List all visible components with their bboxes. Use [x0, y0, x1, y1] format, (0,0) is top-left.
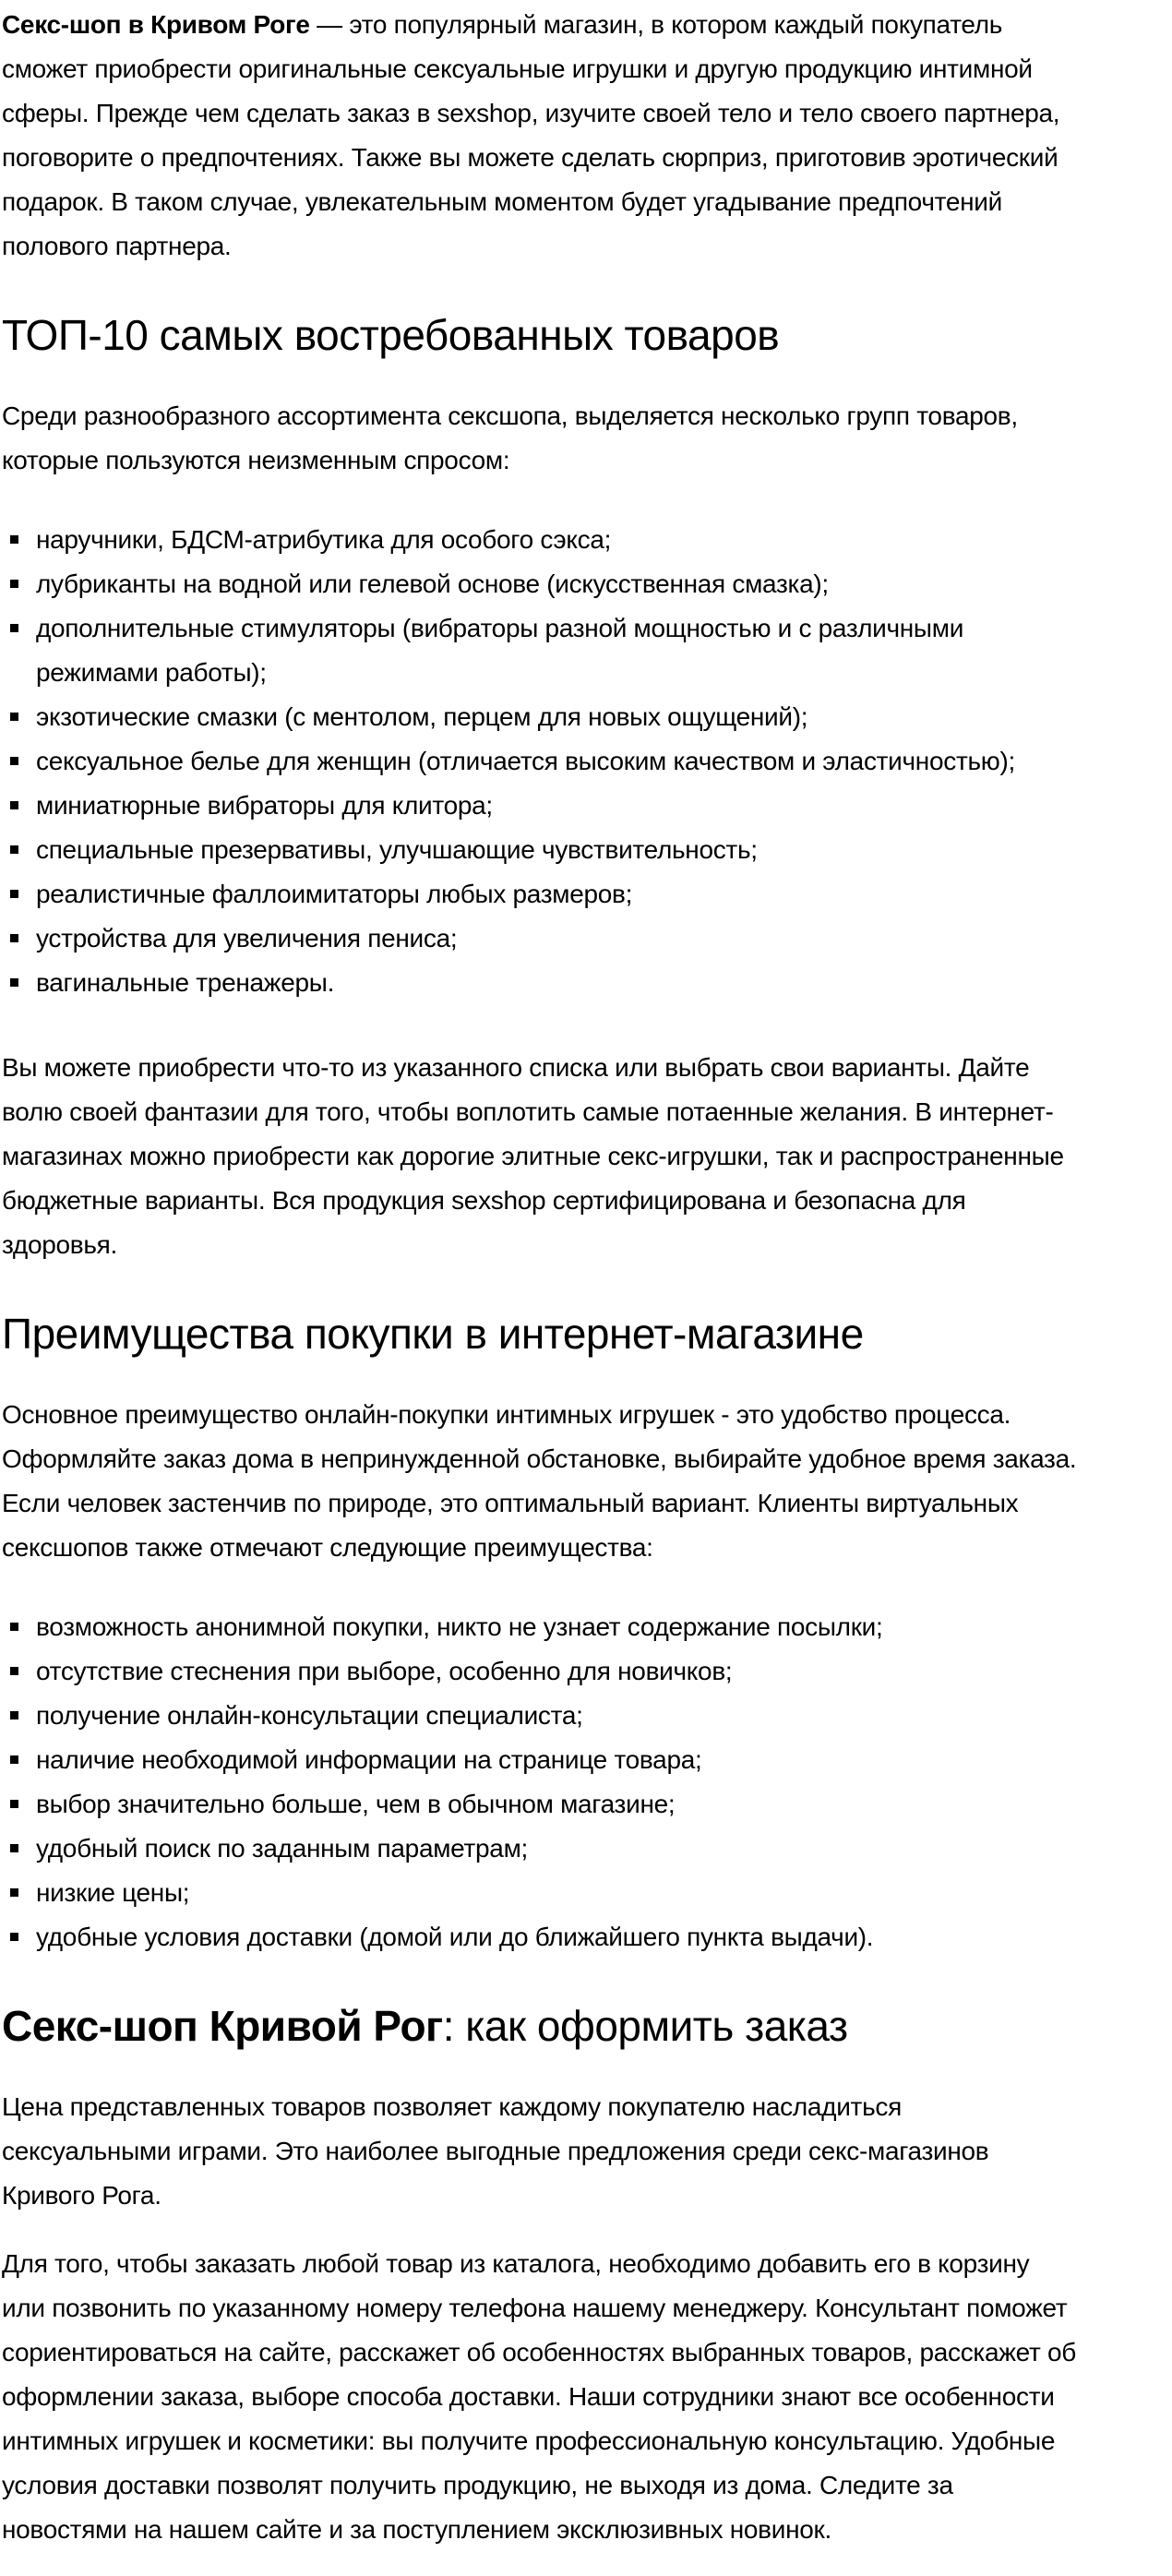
- text-line: миниатюрные вибраторы для клитора;: [36, 791, 493, 820]
- text-line: сферы. Прежде чем сделать заказ в sexshop, изучите своей тело и тело своего партнера,: [2, 99, 1060, 127]
- text-line: лубриканты на водной или гелевой основе (искусственная смазка);: [36, 569, 829, 598]
- top10-lead-paragraph: [2, 394, 1155, 483]
- text-line: дополнительные стимуляторы (вибраторы разной мощностью и с различными: [36, 614, 964, 642]
- advantages-heading: Преимущества покупки в интернет-магазине: [2, 1310, 864, 1358]
- order-paragraph-2: [2, 2242, 1155, 2552]
- text-line: подарок. В таком случае, увлекательным моментом будет угадывание предпочтений: [2, 187, 1002, 216]
- list-item: [2, 961, 1155, 1005]
- list-item: [2, 562, 1155, 606]
- text-line: возможность анонимной покупки, никто не узнает содержание посылки;: [36, 1612, 883, 1641]
- order-paragraph-1: [2, 2085, 1155, 2218]
- text-line: Для того, чтобы заказать любой товар из каталога, необходимо добавить его в корзину: [2, 2249, 1030, 2278]
- list-item: [2, 606, 1155, 695]
- text-line: Основное преимущество онлайн-покупки интимных игрушек - это удобство процесса.: [2, 1400, 1011, 1429]
- text-line: волю своей фантазии для того, чтобы воплотить самые потаенные желания. В интернет-: [2, 1097, 1054, 1126]
- text-line: специальные презервативы, улучшающие чувствительность;: [36, 835, 758, 864]
- text-line: бюджетные варианты. Вся продукция sexshop сертифицирована и безопасна для: [2, 1186, 966, 1215]
- top10-list: [2, 518, 1155, 1005]
- text-line: Цена представленных товаров позволяет каждому покупателю насладиться: [2, 2092, 902, 2121]
- text-line: сориентироваться на сайте, расскажет об особенностях выбранных товаров, расскажет об: [2, 2338, 1077, 2366]
- text-line: магазинах можно приобрести как дорогие элитные секс-игрушки, так и распространенные: [2, 1142, 1064, 1170]
- text-line: устройства для увеличения пениса;: [36, 924, 458, 953]
- text-line: сможет приобрести оригинальные сексуальные игрушки и другую продукцию интимной: [2, 54, 1033, 83]
- list-item: [2, 1827, 1155, 1871]
- top10-outro-paragraph: [2, 1046, 1155, 1267]
- list-item: [2, 784, 1155, 828]
- text-line: полового партнера.: [2, 232, 232, 260]
- text-line: реалистичные фаллоимитаторы любых размеров;: [36, 880, 633, 908]
- text-line: интимных игрушек и косметики: вы получите профессиональную консультацию. Удобные: [2, 2426, 1056, 2455]
- text-line: [2, 3, 1155, 47]
- text-line: сексшопов также отмечают следующие преимущества:: [2, 1533, 653, 1562]
- text-line: которые пользуются неизменным спросом:: [2, 446, 510, 474]
- text-line: отсутствие стеснения при выборе, особенно для новичков;: [36, 1657, 733, 1685]
- top10-heading: ТОП-10 самых востребованных товаров: [2, 311, 780, 359]
- text-line: здоровья.: [2, 1230, 117, 1259]
- list-item: [2, 739, 1155, 784]
- list-item: [2, 1915, 1155, 1959]
- text-line: или позвонить по указанному номеру телефона нашему менеджеру. Консультант поможет: [2, 2294, 1068, 2322]
- text-line: режимами работы);: [36, 658, 267, 687]
- text-line: Вы можете приобрести что-то из указанного списка или выбрать свои варианты. Дайте: [2, 1053, 1030, 1082]
- list-item: [2, 917, 1155, 961]
- text-line: удобный поиск по заданным параметрам;: [36, 1834, 529, 1863]
- advantages-list: [2, 1605, 1155, 1959]
- intro-line-rest: — это популярный магазин, в котором каждый покупатель: [309, 10, 1003, 39]
- list-item: [2, 695, 1155, 739]
- order-heading-rest: : как оформить заказ: [442, 2002, 848, 2050]
- text-line: наручники, БДСМ-атрибутика для особого сэкса;: [36, 525, 612, 554]
- text-line: низкие цены;: [36, 1878, 190, 1907]
- list-item: [2, 1605, 1155, 1649]
- text-line: новостями на нашем сайте и за поступлением эксклюзивных новинок.: [2, 2515, 831, 2544]
- intro-paragraph: [2, 3, 1155, 269]
- order-heading: [2, 2000, 1155, 2052]
- list-item: [2, 518, 1155, 562]
- list-item: [2, 1871, 1155, 1915]
- text-line: Кривого Рога.: [2, 2181, 161, 2210]
- text-line: получение онлайн-консультации специалиста;: [36, 1701, 583, 1730]
- list-item: [2, 1782, 1155, 1827]
- text-line: поговорите о предпочтениях. Также вы можете сделать сюрприз, приготовив эротический: [2, 143, 1058, 172]
- list-item: [2, 1649, 1155, 1694]
- text-line: Среди разнообразного ассортимента сексшопа, выделяется несколько групп товаров,: [2, 401, 1018, 430]
- text-line: наличие необходимой информации на странице товара;: [36, 1745, 702, 1774]
- intro-bold-text: Секс-шоп в Кривом Роге: [2, 10, 310, 39]
- text-line: Если человек застенчив по природе, это оптимальный вариант. Клиенты виртуальных: [2, 1489, 1019, 1517]
- list-item: [2, 872, 1155, 917]
- text-line: сексуальное белье для женщин (отличается высоким качеством и эластичностью);: [36, 747, 1015, 775]
- list-item: [2, 1694, 1155, 1738]
- order-heading-bold: Секс-шоп Кривой Рог: [2, 2002, 443, 2050]
- text-line: удобные условия доставки (домой или до ближайшего пункта выдачи).: [36, 1923, 874, 1951]
- text-line: выбор значительно больше, чем в обычном магазине;: [36, 1790, 676, 1818]
- text-line: условия доставки позволят получить продукцию, не выходя из дома. Следите за: [2, 2471, 953, 2499]
- text-line: оформлении заказа, выборе способа доставки. Наши сотрудники знают все особенности: [2, 2382, 1055, 2411]
- text-line: сексуальными играми. Это наиболее выгодные предложения среди секс-магазинов: [2, 2137, 989, 2165]
- text-line: вагинальные тренажеры.: [36, 968, 335, 997]
- list-item: [2, 1738, 1155, 1782]
- text-line: экзотические смазки (с ментолом, перцем для новых ощущений);: [36, 702, 808, 731]
- list-item: [2, 828, 1155, 872]
- advantages-lead-paragraph: [2, 1393, 1155, 1570]
- text-line: Оформляйте заказ дома в непринужденной обстановке, выбирайте удобное время заказа.: [2, 1444, 1077, 1473]
